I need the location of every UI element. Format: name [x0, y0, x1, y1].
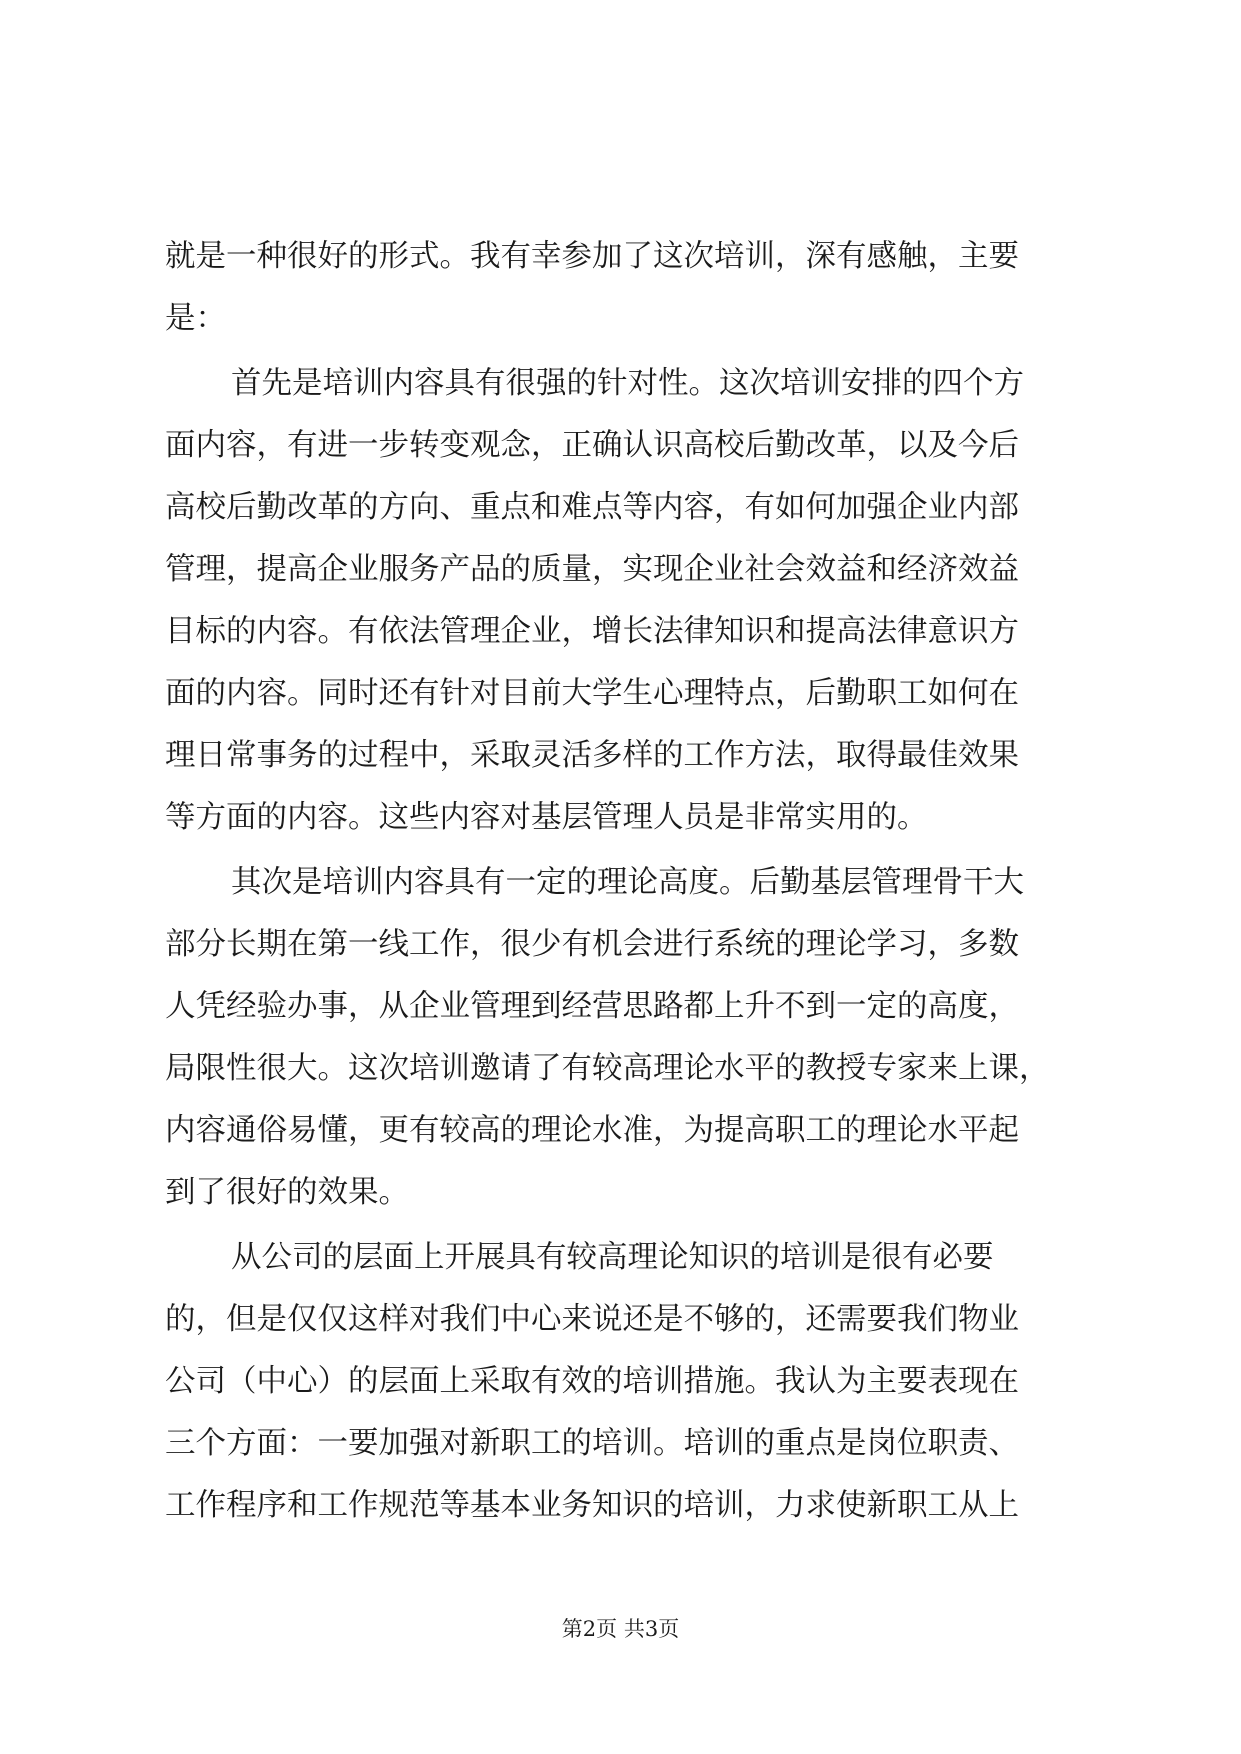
- text-line: 的，但是仅仅这样对我们中心来说还是不够的，还需要我们物业: [165, 1302, 1019, 1337]
- paragraph-1: [165, 353, 1081, 849]
- text-line: 人凭经验办事，从企业管理到经营思路都上升不到一定的高度，: [165, 989, 1019, 1024]
- paragraph-2: [165, 852, 1081, 1224]
- text-line: 局限性很大。这次培训邀请了有较高理论水平的教授专家来上课，: [165, 1051, 1050, 1086]
- text-line: 公司（中心）的层面上采取有效的培训措施。我认为主要表现在: [165, 1364, 1019, 1399]
- text-line: 面的内容。同时还有针对目前大学生心理特点，后勤职工如何在: [165, 676, 1019, 711]
- document-body: [165, 226, 1081, 1537]
- page-footer: [0, 1614, 1241, 1644]
- text-line: 部分长期在第一线工作，很少有机会进行系统的理论学习，多数: [165, 927, 1019, 962]
- text-line: 等方面的内容。这些内容对基层管理人员是非常实用的。: [165, 800, 928, 835]
- text-line: 面内容，有进一步转变观念，正确认识高校后勤改革，以及今后: [165, 428, 1019, 463]
- text-line: 管理，提高企业服务产品的质量，实现企业社会效益和经济效益: [165, 552, 1019, 587]
- page-number-label: 第2页 共3页: [561, 1617, 680, 1641]
- text-line: 高校后勤改革的方向、重点和难点等内容，有如何加强企业内部: [165, 490, 1019, 525]
- text-line: 工作程序和工作规范等基本业务知识的培训，力求使新职工从上: [165, 1488, 1019, 1523]
- text-line: 是：: [165, 301, 226, 336]
- text-line: 三个方面：一要加强对新职工的培训。培训的重点是岗位职责、: [165, 1426, 1019, 1461]
- text-line: 从公司的层面上开展具有较高理论知识的培训是很有必要: [231, 1240, 994, 1275]
- text-line: 到了很好的效果。: [165, 1175, 409, 1210]
- text-line: 目标的内容。有依法管理企业，增长法律知识和提高法律意识方: [165, 614, 1019, 649]
- text-line: 内容通俗易懂，更有较高的理论水准，为提高职工的理论水平起: [165, 1113, 1019, 1148]
- text-line: 其次是培训内容具有一定的理论高度。后勤基层管理骨干大: [231, 865, 1024, 900]
- text-line: 理日常事务的过程中，采取灵活多样的工作方法，取得最佳效果: [165, 738, 1019, 773]
- paragraph-0: [165, 226, 1081, 350]
- text-line: 首先是培训内容具有很强的针对性。这次培训安排的四个方: [231, 366, 1024, 401]
- text-line: 就是一种很好的形式。我有幸参加了这次培训，深有感触，主要: [165, 239, 1019, 274]
- paragraph-3: [165, 1227, 1081, 1537]
